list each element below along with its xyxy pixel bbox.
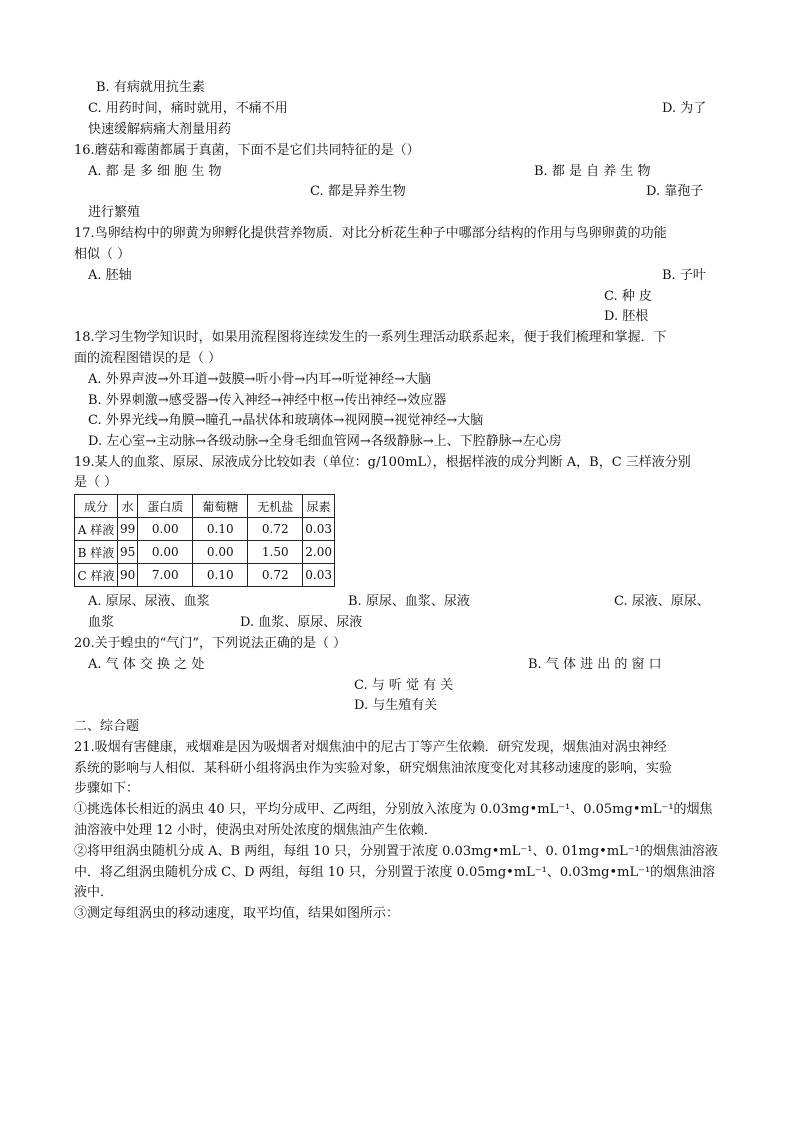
table-cell: 99 xyxy=(118,518,138,541)
q21-line: 步骤如下： xyxy=(74,781,140,796)
table-row xyxy=(75,541,335,564)
q15-option-d: D. 为了 xyxy=(662,101,707,116)
q21-line: 液中． xyxy=(74,885,114,900)
table-header: 水 xyxy=(118,495,138,518)
q17-option-d: D. 胚根 xyxy=(604,309,649,324)
q19-stem-cont: 是（ ） xyxy=(74,475,118,490)
table-header: 蛋白质 xyxy=(138,495,193,518)
table-header: 成分 xyxy=(75,495,118,518)
q15-option-b: B. 有病就用抗生素 xyxy=(96,80,205,95)
q18-stem-cont: 面的流程图错误的是（ ） xyxy=(74,351,222,366)
q19-option-a: A. 原尿、尿液、血浆 xyxy=(88,594,210,609)
q15-option-c: C. 用药时间，痛时就用，不痛不用 xyxy=(88,101,288,116)
q16-option-b: B. 都 是 自 养 生 物 xyxy=(534,164,651,179)
table-header: 无机盐 xyxy=(248,495,303,518)
q19-option-d: D. 血浆、原尿、尿液 xyxy=(240,615,363,630)
q16-option-d: D. 靠孢子 xyxy=(646,184,704,199)
table-cell: 0.72 xyxy=(248,518,303,541)
composition-table xyxy=(74,494,335,587)
q17-option-a: A. 胚轴 xyxy=(88,268,132,283)
table-cell: 90 xyxy=(118,564,138,587)
q21-line: 21.吸烟有害健康，戒烟难是因为吸烟者对烟焦油中的尼古丁等产生依赖．研究发现，烟焦油对涡虫神经 xyxy=(74,740,667,755)
q21-line: ①挑选体长相近的涡虫 40 只，平均分成甲、乙两组，分别放入浓度为 0.03mg•mL⁻¹、0.05mg•mL⁻¹的烟焦 xyxy=(74,802,713,817)
q17-stem: 17.鸟卵结构中的卵黄为卵孵化提供营养物质．对比分析花生种子中哪部分结构的作用与鸟卵卵黄的功能 xyxy=(74,226,667,241)
q20-stem: 20.关于蝗虫的“气门”，下列说法正确的是（ ） xyxy=(74,636,347,651)
q17-stem-cont: 相似（ ） xyxy=(74,247,131,262)
q15-option-d-cont: 快速缓解病痛大剂量用药 xyxy=(88,122,232,137)
q18-option-d: D. 左心室→主动脉→各级动脉→全身毛细血管网→各级静脉→上、下腔静脉→左心房 xyxy=(88,434,562,449)
table-cell: 0.00 xyxy=(193,541,248,564)
table-row xyxy=(75,564,335,587)
q19-option-c: C. 尿液、原尿、 xyxy=(614,594,710,609)
table-cell: 0.03 xyxy=(303,518,335,541)
table-cell: 1.50 xyxy=(248,541,303,564)
q18-option-a: A. 外界声波→外耳道→鼓膜→听小骨→内耳→听觉神经→大脑 xyxy=(88,372,432,387)
q21-line: 油溶液中处理 12 小时，使涡虫对所处浓度的烟焦油产生依赖． xyxy=(74,823,437,838)
q21-line: ②将甲组涡虫随机分成 A、B 两组，每组 10 只，分别置于浓度 0.03mg•mL⁻¹、0. 01mg•mL⁻¹的烟焦油溶液 xyxy=(74,844,718,859)
q16-option-d-cont: 进行繁殖 xyxy=(88,205,141,220)
q20-option-c: C. 与 听 觉 有 关 xyxy=(354,678,454,693)
table-cell: B 样液 xyxy=(75,541,118,564)
table-header-row xyxy=(75,495,335,518)
q18-stem: 18.学习生物学知识时，如果用流程图将连续发生的一系列生理活动联系起来，便于我们梳理和掌握．下 xyxy=(74,330,667,345)
q21-line: 系统的影响与人相似．某科研小组将涡虫作为实验对象，研究烟焦油浓度变化对其移动速度的影响，实验 xyxy=(74,761,673,776)
q18-option-b: B. 外界刺激→感受器→传入神经→神经中枢→传出神经→效应器 xyxy=(88,393,447,408)
q17-option-c: C. 种 皮 xyxy=(604,289,652,304)
table-cell: 95 xyxy=(118,541,138,564)
q21-line: 中．将乙组涡虫随机分成 C、D 两组，每组 10 只，分别置于浓度 0.05mg•mL⁻¹、0.03mg•mL⁻¹的烟焦油溶 xyxy=(74,865,716,880)
q16-stem: 16.蘑菇和霉菌都属于真菌，下面不是它们共同特征的是（） xyxy=(74,143,420,158)
q19-option-c-cont: 血浆 xyxy=(88,615,115,630)
q20-option-a: A. 气 体 交 换 之 处 xyxy=(88,657,205,672)
table-cell: 0.00 xyxy=(138,541,193,564)
table-cell: A 样液 xyxy=(75,518,118,541)
table-cell: 7.00 xyxy=(138,564,193,587)
table-cell: 0.72 xyxy=(248,564,303,587)
q17-option-b: B. 子叶 xyxy=(662,268,706,283)
table-header: 葡萄糖 xyxy=(193,495,248,518)
q19-stem: 19.某人的血浆、原尿、尿液成分比较如表（单位：g/100mL），根据样液的成分判断 A，B，C 三样液分别 xyxy=(74,455,691,470)
table-header: 尿素 xyxy=(303,495,335,518)
q19-option-b: B. 原尿、血浆、尿液 xyxy=(348,594,470,609)
table-cell: 2.00 xyxy=(303,541,335,564)
table-cell: 0.10 xyxy=(193,518,248,541)
table-row xyxy=(75,518,335,541)
table-cell: 0.03 xyxy=(303,564,335,587)
q18-option-c: C. 外界光线→角膜→瞳孔→晶状体和玻璃体→视网膜→视觉神经→大脑 xyxy=(88,413,484,428)
section-heading: 二、综合题 xyxy=(74,719,140,734)
table-cell: 0.00 xyxy=(138,518,193,541)
table-cell: C 样液 xyxy=(75,564,118,587)
table-cell: 0.10 xyxy=(193,564,248,587)
q16-option-a: A. 都 是 多 细 胞 生 物 xyxy=(88,164,222,179)
q21-line: ③测定每组涡虫的移动速度，取平均值，结果如图所示： xyxy=(74,906,400,921)
q16-option-c: C. 都是异养生物 xyxy=(310,184,406,199)
q20-option-b: B. 气 体 进 出 的 窗 口 xyxy=(528,657,662,672)
q20-option-d: D. 与生殖有关 xyxy=(354,698,438,713)
